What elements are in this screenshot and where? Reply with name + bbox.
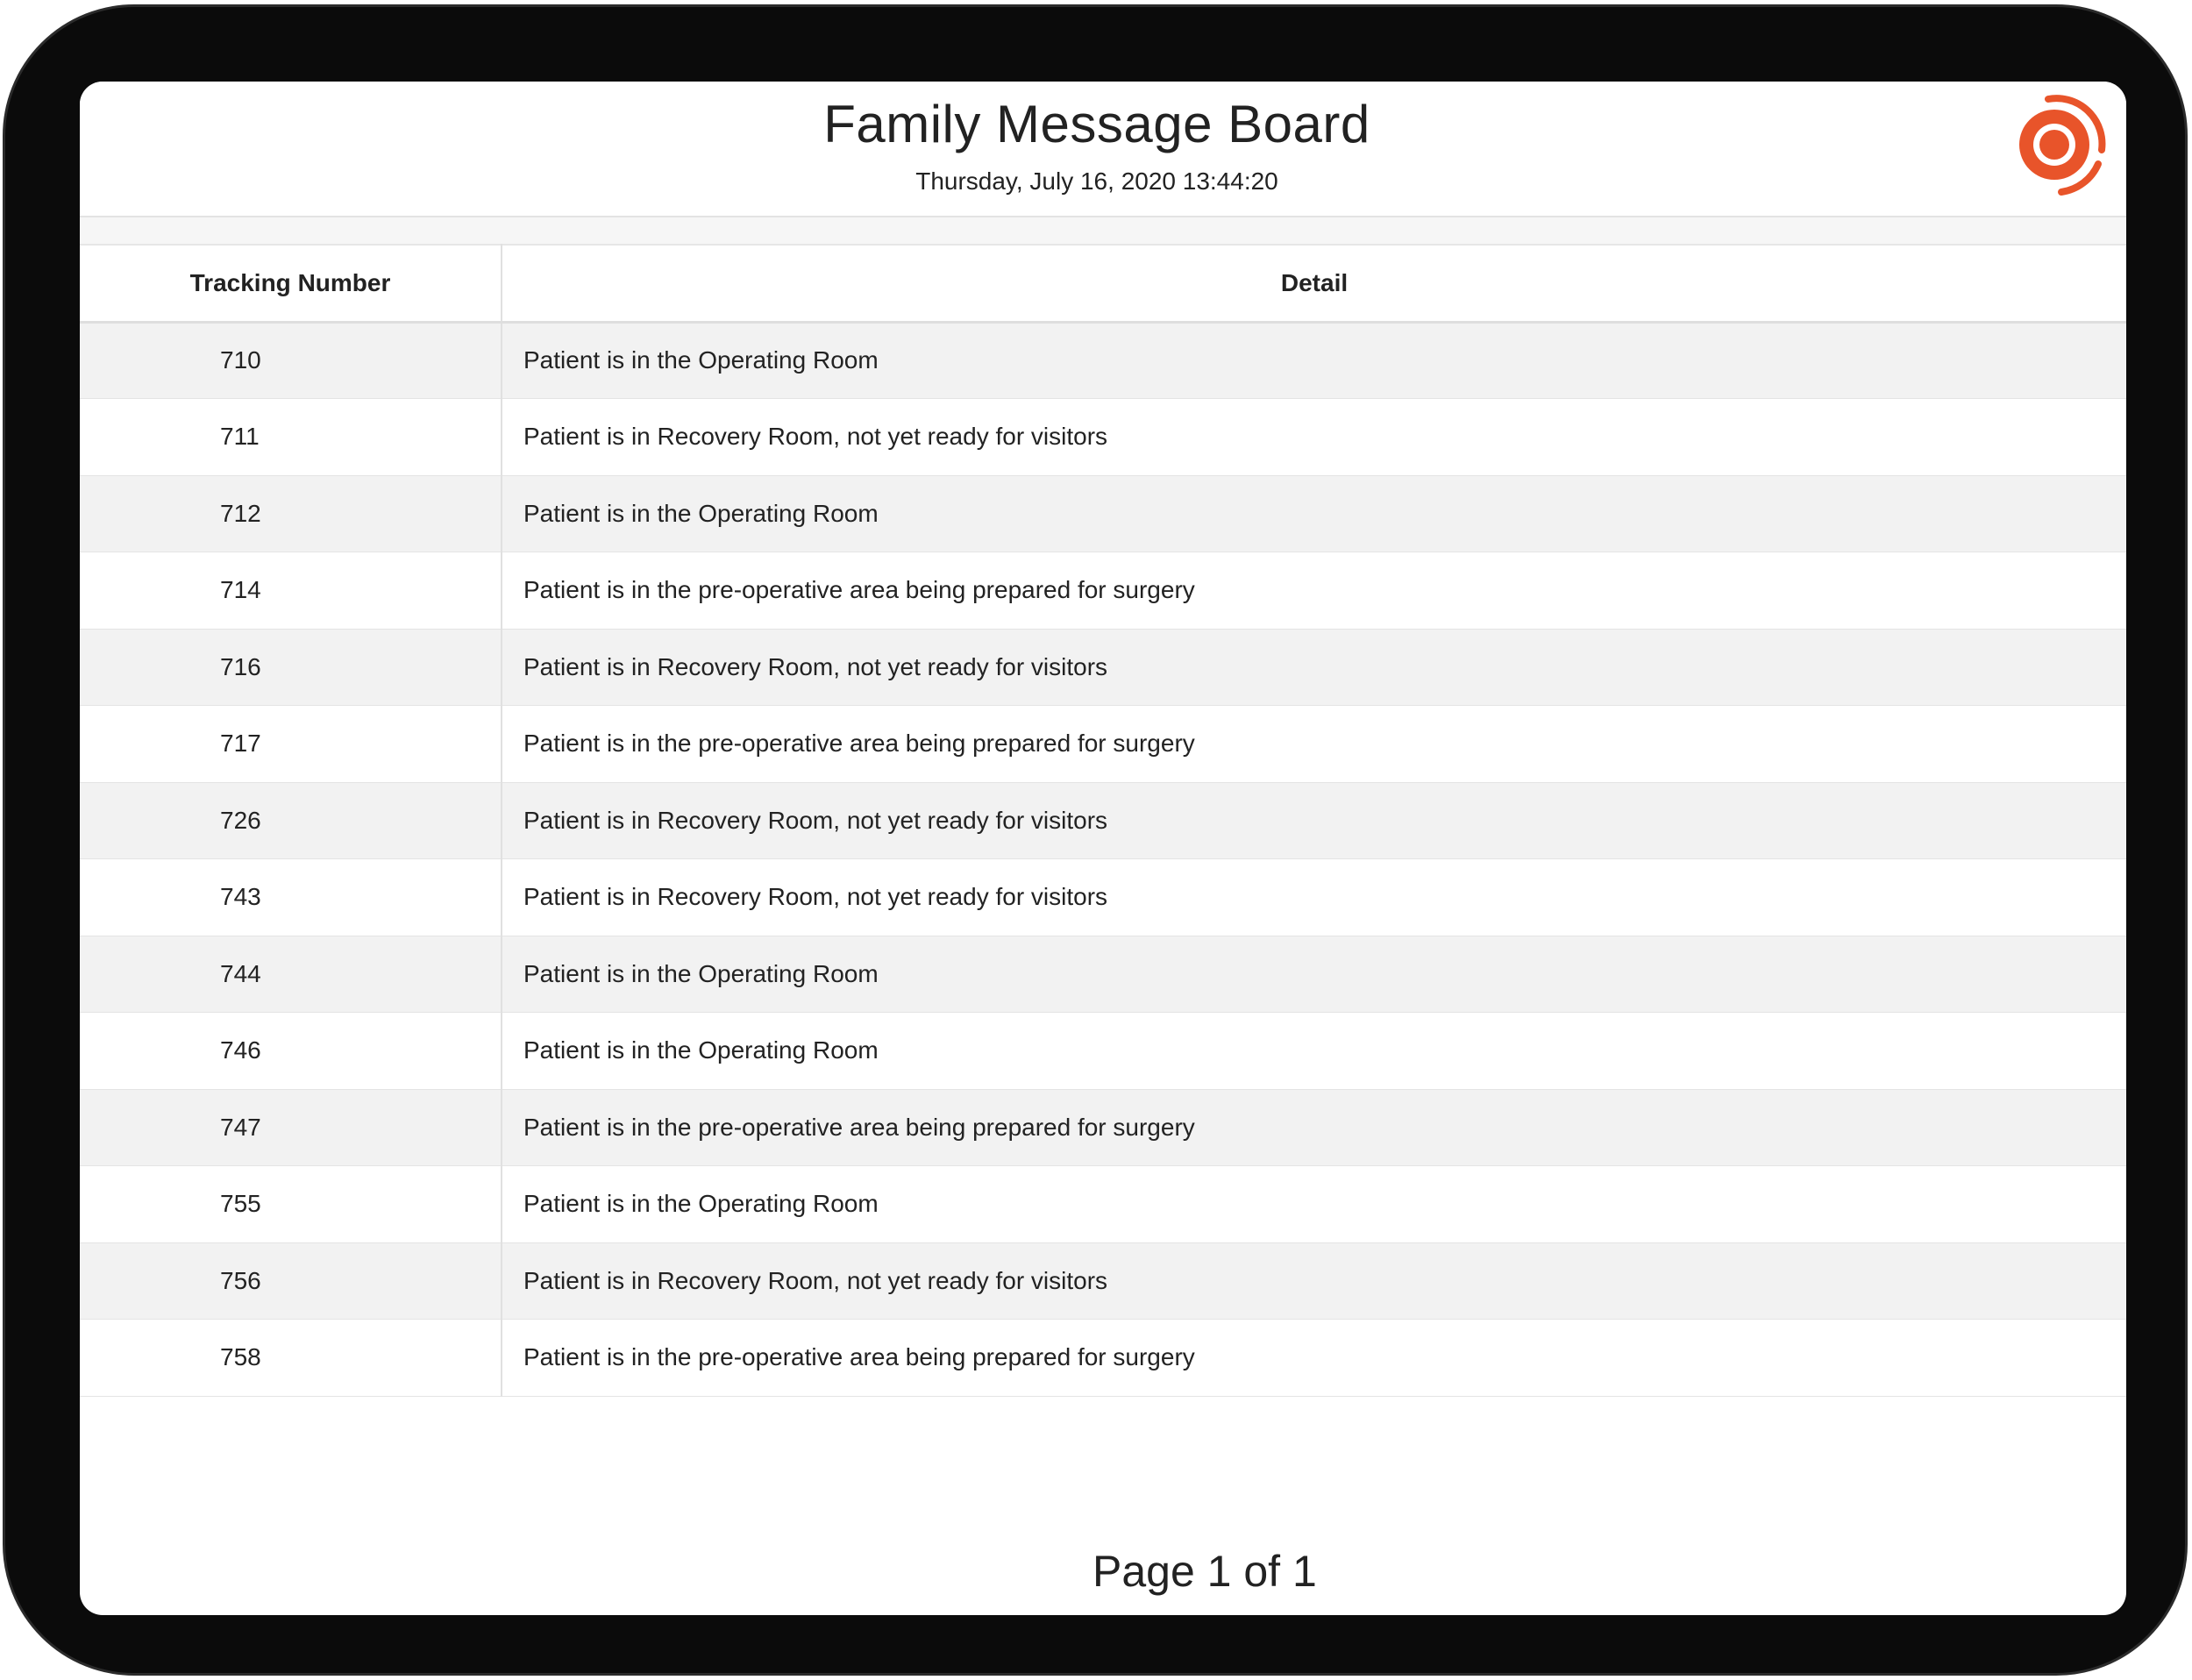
detail-cell: Patient is in the Operating Room — [502, 1013, 2126, 1090]
table-row — [80, 322, 2126, 399]
tracking-number-cell: 717 — [80, 706, 502, 783]
message-table — [80, 244, 2126, 1397]
detail-cell: Patient is in the pre-operative area being prepared for surgery — [502, 706, 2126, 783]
detail-cell: Patient is in Recovery Room, not yet ready for visitors — [502, 782, 2126, 859]
table-row — [80, 936, 2126, 1013]
tablet-frame — [3, 4, 2188, 1676]
table-row — [80, 475, 2126, 552]
detail-cell: Patient is in the pre-operative area being prepared for surgery — [502, 1089, 2126, 1166]
tracking-number-cell: 716 — [80, 629, 502, 706]
tracking-number-cell: 712 — [80, 475, 502, 552]
table-row — [80, 1320, 2126, 1397]
tracking-number-cell: 755 — [80, 1166, 502, 1243]
tracking-number-cell: 746 — [80, 1013, 502, 1090]
detail-cell: Patient is in the Operating Room — [502, 1166, 2126, 1243]
tracking-number-cell: 726 — [80, 782, 502, 859]
detail-cell: Patient is in the pre-operative area being prepared for surgery — [502, 552, 2126, 630]
screen — [80, 82, 2126, 1615]
pagination-label: Page 1 of 1 — [1092, 1547, 1317, 1596]
detail-cell: Patient is in the Operating Room — [502, 475, 2126, 552]
tracking-number-cell: 743 — [80, 859, 502, 936]
header-divider-band — [80, 217, 2126, 244]
detail-cell: Patient is in Recovery Room, not yet ready for visitors — [502, 399, 2126, 476]
table-row — [80, 1013, 2126, 1090]
table-row — [80, 399, 2126, 476]
table-row — [80, 859, 2126, 936]
table-row — [80, 706, 2126, 783]
column-header-detail: Detail — [502, 245, 2126, 322]
tracking-number-cell: 710 — [80, 322, 502, 399]
detail-cell: Patient is in Recovery Room, not yet ready for visitors — [502, 859, 2126, 936]
detail-cell: Patient is in the Operating Room — [502, 936, 2126, 1013]
page-title: Family Message Board — [823, 95, 1370, 153]
table-row — [80, 1089, 2126, 1166]
tracking-number-cell: 711 — [80, 399, 502, 476]
table-row — [80, 1242, 2126, 1320]
detail-cell: Patient is in the pre-operative area being prepared for surgery — [502, 1320, 2126, 1397]
header — [80, 82, 2126, 217]
table-header-row — [80, 245, 2126, 322]
column-header-tracking: Tracking Number — [80, 245, 502, 322]
orange-ring-logo-icon — [2000, 89, 2116, 204]
detail-cell: Patient is in Recovery Room, not yet ready for visitors — [502, 629, 2126, 706]
table-row — [80, 552, 2126, 630]
table-row — [80, 629, 2126, 706]
datetime-display: Thursday, July 16, 2020 13:44:20 — [915, 167, 1278, 195]
detail-cell: Patient is in the Operating Room — [502, 322, 2126, 399]
tracking-number-cell: 744 — [80, 936, 502, 1013]
table-row — [80, 782, 2126, 859]
tracking-number-cell: 758 — [80, 1320, 502, 1397]
table-row — [80, 1166, 2126, 1243]
detail-cell: Patient is in Recovery Room, not yet ready for visitors — [502, 1242, 2126, 1320]
tracking-number-cell: 747 — [80, 1089, 502, 1166]
tracking-number-cell: 756 — [80, 1242, 502, 1320]
tracking-number-cell: 714 — [80, 552, 502, 630]
